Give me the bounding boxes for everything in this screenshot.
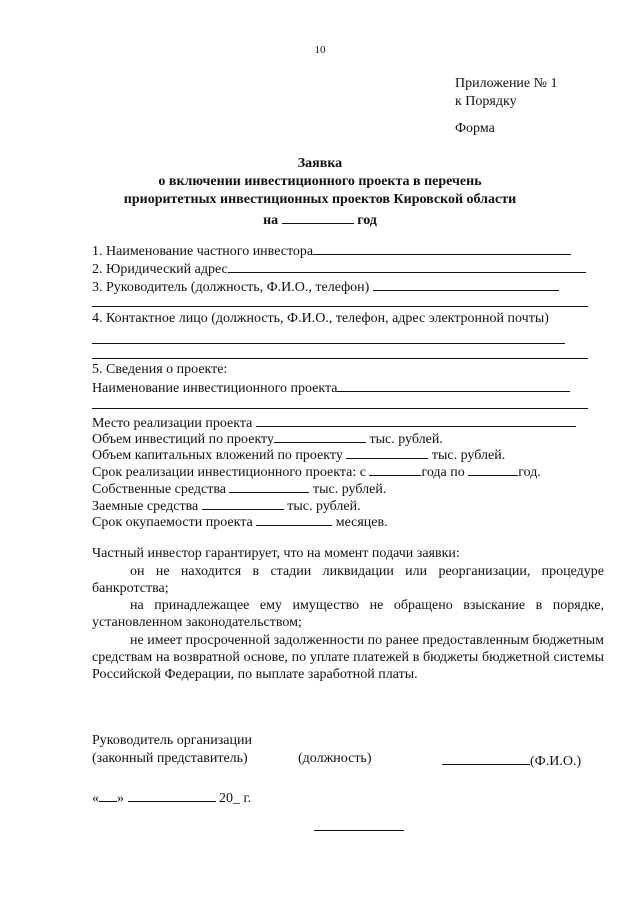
capital-investment-blank[interactable] xyxy=(346,445,428,459)
term-post: год. xyxy=(518,465,541,480)
year-suffix: год xyxy=(357,213,377,228)
field-label: Объем капитальных вложений по проекту xyxy=(92,448,343,463)
field-label: Место реализации проекта xyxy=(92,416,253,431)
annex-line-2: к Порядку xyxy=(455,94,517,109)
document-year-line xyxy=(0,210,640,229)
page-number: 10 xyxy=(314,44,326,56)
signature-role-line-2: (законный представитель) xyxy=(92,751,248,766)
field-label: Наименование инвестиционного проекта xyxy=(92,381,338,396)
investor-name-blank[interactable] xyxy=(313,241,571,255)
guarantee-item-3: не имеет просроченной задолженности по ранее предоставленным бюджетным средствам на возвратной основе, по уплате платежей в бюджеты бюджетной системы Российской Федерации, по выплате заработной платы. xyxy=(92,633,604,682)
location-blank[interactable] xyxy=(256,413,576,427)
field-label: Собственные средства xyxy=(92,482,226,497)
document-subtitle-2: приоритетных инвестиционных проектов Кировской области xyxy=(123,192,517,207)
end-divider xyxy=(314,830,404,831)
signature-role-line-1: Руководитель организации xyxy=(92,733,252,748)
guarantee-intro: Частный инвестор гарантирует, что на момент подачи заявки: xyxy=(92,546,460,561)
signature-fio xyxy=(442,751,581,770)
field-contact xyxy=(92,311,549,327)
term-end-blank[interactable] xyxy=(468,462,518,476)
year-blank[interactable] xyxy=(282,210,354,224)
field-label: Срок окупаемости проекта xyxy=(92,515,253,530)
year-prefix: на xyxy=(263,213,279,228)
head-blank-line-2[interactable] xyxy=(92,306,588,307)
legal-address-blank[interactable] xyxy=(228,259,586,273)
term-mid: года по xyxy=(421,465,465,480)
field-label: Заемные средства xyxy=(92,499,199,514)
own-funds-blank[interactable] xyxy=(229,479,309,493)
year-suffix: г. xyxy=(243,791,252,806)
borrowed-funds-blank[interactable] xyxy=(202,496,284,510)
contact-blank-line-1[interactable] xyxy=(92,343,565,344)
form-label: Форма xyxy=(455,121,495,136)
field-head xyxy=(92,277,559,296)
unit-label: тыс. рублей. xyxy=(431,448,506,463)
field-payback xyxy=(92,512,388,531)
field-label: Объем инвестиций по проекту xyxy=(92,432,274,447)
month-blank[interactable] xyxy=(128,788,216,802)
field-investor-name xyxy=(92,241,571,260)
unit-label: тыс. рублей. xyxy=(312,482,387,497)
day-blank[interactable] xyxy=(99,788,117,802)
investment-volume-blank[interactable] xyxy=(274,429,366,443)
document-title: Заявка xyxy=(297,156,343,171)
signature-position-label: (должность) xyxy=(298,751,372,766)
fio-blank[interactable] xyxy=(442,751,530,765)
field-project-info xyxy=(92,362,227,378)
payback-blank[interactable] xyxy=(256,512,332,526)
field-label: 4. Контактное лицо (должность, Ф.И.О., телефон, адрес электронной почты) xyxy=(92,311,549,326)
guarantee-item-2: на принадлежащее ему имущество не обращено взыскание в порядке, установленном законодательством; xyxy=(92,598,604,630)
field-label: 3. Руководитель (должность, Ф.И.О., телефон) xyxy=(92,280,370,295)
field-legal-address xyxy=(92,259,586,278)
field-label: Срок реализации инвестиционного проекта: с xyxy=(92,465,366,480)
head-blank[interactable] xyxy=(373,277,559,291)
project-name-blank[interactable] xyxy=(337,378,570,392)
project-name-blank-line-2[interactable] xyxy=(92,408,588,409)
term-start-blank[interactable] xyxy=(369,462,421,476)
field-label: 2. Юридический адрес xyxy=(92,262,228,277)
document-subtitle-1: о включении инвестиционного проекта в перечень xyxy=(158,174,482,189)
field-label: 1. Наименование частного инвестора xyxy=(92,244,314,259)
unit-label: тыс. рублей. xyxy=(369,432,443,447)
unit-label: месяцев. xyxy=(335,515,388,530)
annex-reference xyxy=(455,75,558,111)
field-project-name xyxy=(92,378,570,397)
annex-line-1: Приложение № 1 xyxy=(455,76,558,91)
contact-blank-line-2[interactable] xyxy=(92,358,588,359)
year-prefix: 20_ xyxy=(219,791,240,806)
field-label: 5. Сведения о проекте: xyxy=(92,362,228,377)
unit-label: тыс. рублей. xyxy=(287,499,361,514)
date-close-quote: » xyxy=(117,791,124,806)
fio-label: (Ф.И.О.) xyxy=(530,754,582,769)
date-open-quote: « xyxy=(92,791,99,806)
guarantee-item-1: он не находится в стадии ликвидации или реорганизации, процедуре банкротства; xyxy=(92,564,604,596)
signature-date xyxy=(92,788,251,807)
